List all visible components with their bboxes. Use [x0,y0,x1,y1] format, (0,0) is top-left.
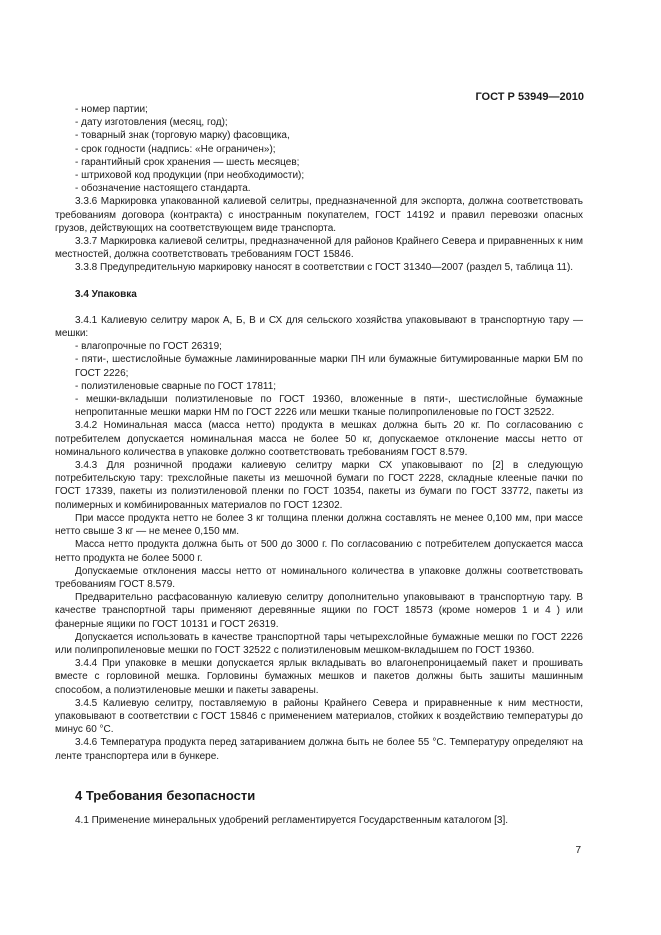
section-heading-4: 4 Требования безопасности [75,787,256,803]
paragraph-3-3-6: 3.3.6 Маркировка упакованной калиевой селитры, предназначенной для экспорта, должна соответствовать требованиям договора (контракта) с иностранным покупателем, ГОСТ 14192 и правил перевозки опасных грузов, действующих на соответствующем виде транспорта. [55,196,583,234]
page-number: 7 [575,845,581,856]
paragraph-3-4-2: 3.4.2 Номинальная масса (масса нетто) продукта в мешках должна быть 20 кг. По согласованию с потребителем допускается номинальная масса не более 50 кг, допускаемое отклонение массы нетто от номинального количества в упаковке должно соответствовать требованиям ГОСТ 8.579. [55,420,583,458]
list-item: - срок годности (надпись: «Не ограничен»); [75,143,276,155]
list-item: - влагопрочные по ГОСТ 26319; [75,341,222,353]
list-item: - дату изготовления (месяц, год); [75,117,228,129]
paragraph-3-3-7: 3.3.7 Маркировка калиевой селитры, предназначенной для районов Крайнего Севера и приравненных к ним местностей, должна соответствовать требованиям ГОСТ 15846. [55,236,583,261]
list-item: - полиэтиленовые сварные по ГОСТ 17811; [75,380,277,392]
list-item: - штриховой код продукции (при необходимости); [75,170,305,182]
paragraph-4-1: 4.1 Применение минеральных удобрений регламентируется Государственным каталогом [3]. [75,814,509,826]
paragraph-transport-packaging: Предварительно расфасованную калиевую селитру дополнительно упаковывают в транспортную тару. В качестве транспортной тары применяют деревянные ящики по ГОСТ 18573 (кроме номеров 1 и 4 ) или фанерные ящики по ГОСТ 10131 и ГОСТ 26319. [55,592,583,630]
paragraph-3-4-6: 3.4.6 Температура продукта перед затариванием должна быть не более 55 °С. Температуру определяют на ленте транспортера или в бункере. [55,737,583,762]
list-item: - пяти-, шестислойные бумажные ламинированные марки ПН или бумажные битумированные марки БМ по ГОСТ 2226; [75,354,583,379]
subsection-heading-3-4: 3.4 Упаковка [75,288,137,300]
document-body [55,103,583,827]
paragraph-film-thickness: При массе продукта нетто не более 3 кг толщина пленки должна составлять не менее 0,100 мм, при массе нетто свыше 3 кг — не менее 0,150 мм. [55,512,583,538]
paragraph-3-4-5: 3.4.5 Калиевую селитру, поставляемую в районы Крайнего Севера и приравненные к ним местности, упаковывают в соответствии с ГОСТ 15846 с применением материалов, стойких к воздействию температуры до минус 60 °С. [55,697,583,736]
paragraph-3-4-4: 3.4.4 При упаковке в мешки допускается ярлык вкладывать во влагонепроницаемый пакет и прошивать вместе с горловиной мешка. Горловины бумажных мешков и пакетов должны быть зашиты машинным способом, а полиэтиленовые мешки и пакеты заварены. [55,658,583,696]
list-item: - обозначение настоящего стандарта. [75,183,251,195]
list-item: - мешки-вкладыши полиэтиленовые по ГОСТ 19360, вложенные в пяти-, шестислойные бумажные непропитанные мешки марки НМ по ГОСТ 2226 или мешки тканые полипропиленовые по ГОСТ 32522. [75,394,583,419]
list-item: - номер партии; [75,104,148,115]
paragraph-3-4-3: 3.4.3 Для розничной продажи калиевую селитру марки СХ упаковывают по [2] в следующую потребительскую тару: трехслойные пакеты из мешочной бумаги по ГОСТ 2228, складные клееные пачки по ГОСТ 17339, пакеты из полиэтиленовой пленки по ГОСТ 10354, пакеты из бумаги по ГОСТ 33772, пакеты из полимерных и комбинированных материалов по ГОСТ 12302. [55,460,583,511]
paragraph-3-3-8: 3.3.8 Предупредительную маркировку наносят в соответствии с ГОСТ 31340—2007 (раздел 5, таблица 11). [75,262,574,274]
list-item: - гарантийный срок хранения — шесть месяцев; [75,156,300,168]
paragraph-3-4-1: 3.4.1 Калиевую селитру марок А, Б, В и СХ для сельского хозяйства упаковывают в транспортную тару — мешки: [55,314,583,340]
paragraph-paper-bags: Допускается использовать в качестве транспортной тары четырехслойные бумажные мешки по ГОСТ 2226 или полипропиленовые мешки по ГОСТ 32522 с полиэтиленовым мешком-вкладышем по ГОСТ 19360. [55,631,583,656]
standard-designation: ГОСТ Р 53949—2010 [475,91,584,103]
list-item: - товарный знак (торговую марку) фасовщика, [75,130,290,142]
paragraph-mass-deviation: Допускаемые отклонения массы нетто от номинального количества в упаковке должны соответствовать требованиям ГОСТ 8.579. [55,565,583,590]
paragraph-net-mass: Масса нетто продукта должна быть от 500 до 3000 г. По согласованию с потребителем допускается масса нетто продукта не более 5000 г. [55,539,583,564]
